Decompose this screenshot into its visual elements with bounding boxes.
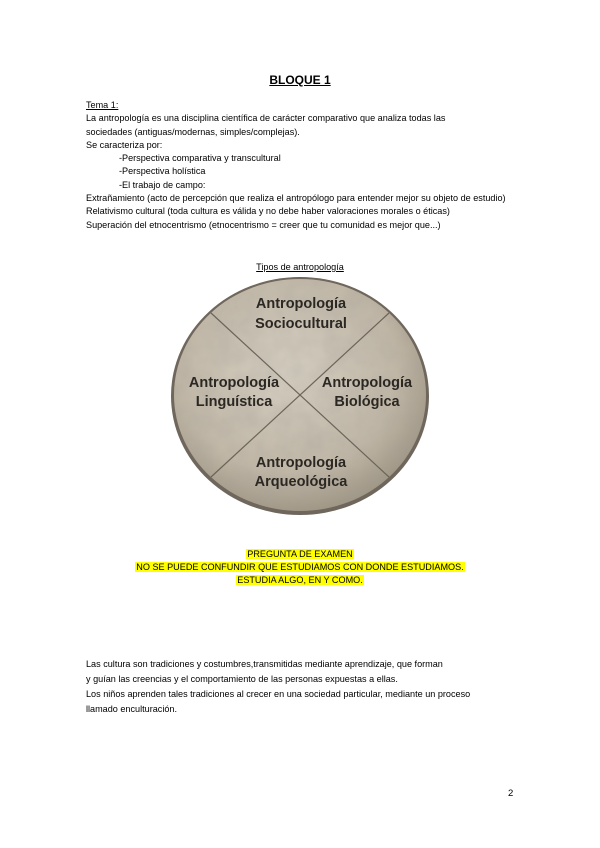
quadrant-right-line-2: Biológica (334, 394, 400, 410)
exam-note (0, 548, 600, 587)
extranamiento-text: Extrañamiento (acto de percepción que realiza el antropólogo para entender mejor su objeto de estudio) (86, 193, 506, 204)
tema-heading: Tema 1: (86, 100, 119, 110)
quadrant-left-line-1: Antropología (188, 375, 280, 391)
etnocentrismo-text: Superación del etnocentrismo (etnocentrismo = creer que tu comunidad es mejor que...) (86, 219, 441, 230)
page-title: BLOQUE 1 (269, 73, 331, 87)
quadrant-left-line-2: Linguística (195, 394, 273, 410)
quadrant-bottom-line-2: Arqueológica (254, 474, 348, 490)
quadrant-right-line-1: Antropología (321, 375, 413, 391)
paragraph-line: Las cultura son tradiciones y costumbres,transmitidas mediante aprendizaje, que forman (86, 659, 443, 669)
page-number: 2 (508, 788, 514, 799)
quadrant-top-line-2: Sociocultural (255, 316, 347, 332)
paragraph-line: llamado enculturación. (86, 704, 177, 714)
feature-item: -Perspectiva holística (119, 166, 206, 177)
exam-line-1: PREGUNTA DE EXAMEN (247, 549, 353, 559)
se-caracteriza: Se caracteriza por: (86, 139, 163, 150)
intro-line-1: La antropología es una disciplina científica de carácter comparativo que analiza todas las (86, 113, 446, 124)
exam-line-2: NO SE PUEDE CONFUNDIR QUE ESTUDIAMOS CON DONDE ESTUDIAMOS. (136, 562, 464, 572)
exam-line-3: ESTUDIA ALGO, EN Y COMO. (237, 575, 363, 585)
anthropology-types-diagram (168, 274, 432, 518)
quadrant-top-line-1: Antropología (255, 296, 347, 312)
paragraph-line: Los niños aprenden tales tradiciones al crecer en una sociedad particular, mediante un proceso (86, 689, 471, 699)
diagram-caption: Tipos de antropología (256, 262, 344, 272)
tema-section (86, 99, 526, 232)
feature-item: -El trabajo de campo: (119, 179, 206, 190)
culture-paragraph (86, 657, 526, 717)
quadrant-bottom-line-1: Antropología (255, 455, 347, 471)
paragraph-line: y guían las creencias y el comportamiento de las personas expuestas a ellas. (86, 674, 398, 684)
relativismo-text: Relativismo cultural (toda cultura es válida y no debe haber valoraciones morales o éticas) (86, 206, 450, 217)
feature-item: -Perspectiva comparativa y transcultural (119, 153, 281, 164)
intro-line-2: sociedades (antiguas/modernas, simples/complejas). (86, 126, 300, 137)
